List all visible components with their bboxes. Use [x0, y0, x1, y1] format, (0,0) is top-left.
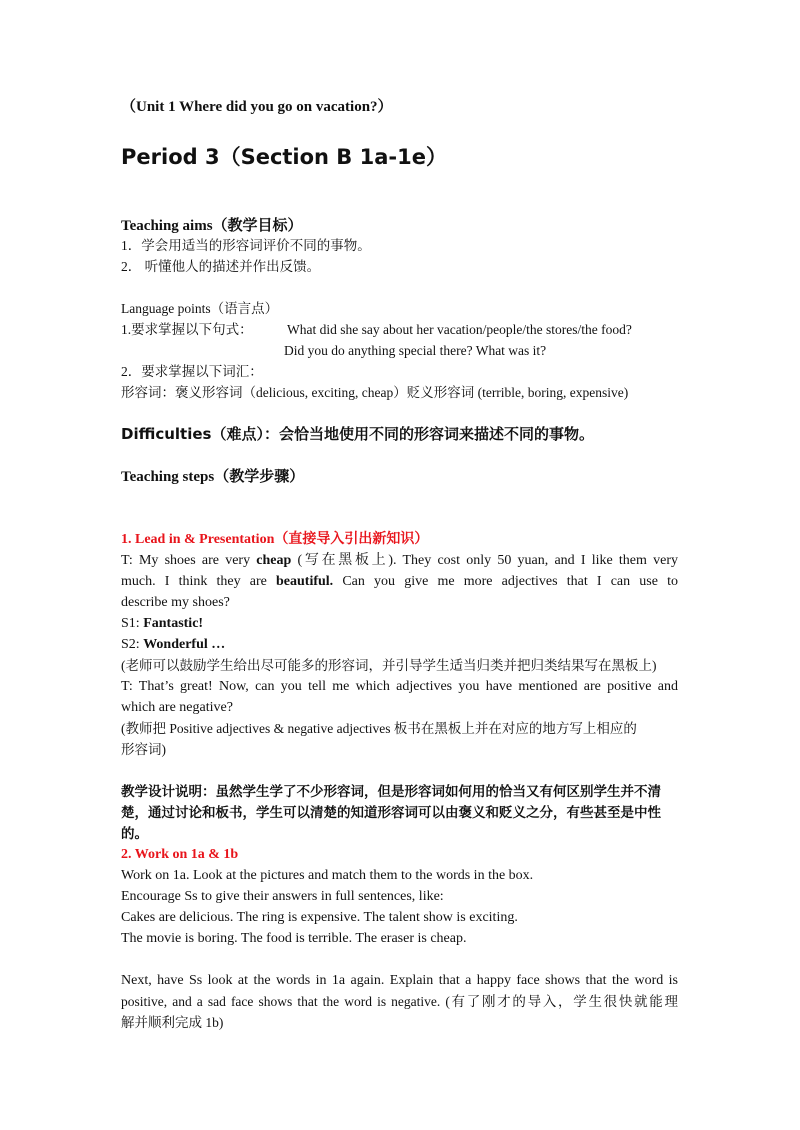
design-note-line-3: 的。: [121, 826, 148, 842]
student-2-line: S2: Wonderful …: [121, 637, 226, 652]
teacher-line-4: T: That’s great! Now, can you tell me which adjectives you have mentioned are positive and: [121, 679, 678, 694]
language-item-2: 2．要求掌握以下词汇：: [121, 364, 263, 379]
word-cheap: cheap: [256, 553, 292, 568]
design-note-line-1: 教学设计说明：虽然学生学了不少形容词，但是形容词如何用的恰当又有何区别学生并不清: [121, 784, 661, 800]
language-points-heading: Language points（语言点）: [121, 301, 279, 316]
step-2-heading: 2. Work on 1a & 1b: [121, 847, 239, 862]
teacher-line-2: much. I think they are beautiful. Can you give me more adjectives that I can use to: [121, 574, 678, 589]
teacher-line-1: T: My shoes are very cheap (写在黑板上). They cost only 50 yuan, and I like them very: [121, 553, 678, 568]
teaching-aims-heading: Teaching aims（教学目标）: [121, 218, 303, 234]
language-item-1-sentence-1: What did she say about her vacation/people/the stores/the food?: [287, 322, 632, 337]
teacher-note-2-line-2: 形容词): [121, 742, 166, 757]
language-item-2-detail: 形容词：褒义形容词（delicious, exciting, cheap）贬义形容词 (terrible, boring, expensive): [121, 385, 629, 400]
step-2-line-3: Cakes are delicious. The ring is expensive. The talent show is exciting.: [121, 910, 518, 925]
aim-item-1: 1．学会用适当的形容词评价不同的事物。: [121, 238, 371, 253]
step-2-next-line-2: positive, and a sad face shows that the word is negative. (有了刚才的导入，学生很快就能理: [121, 994, 678, 1009]
step-2-next-line-3: 解并顺利完成 1b): [121, 1015, 224, 1030]
unit-title: （Unit 1 Where did you go on vacation?）: [121, 99, 393, 115]
aim-item-2: 2． 听懂他人的描述并作出反馈。: [121, 259, 321, 274]
word-beautiful: beautiful.: [276, 574, 334, 589]
design-note-line-2: 楚，通过讨论和板书，学生可以清楚的知道形容词可以由褒义和贬义之分，有些甚至是中性: [121, 805, 661, 821]
step-2-line-2: Encourage Ss to give their answers in full sentences, like:: [121, 889, 444, 904]
language-item-1-label: 1.要求掌握以下句式：: [121, 322, 253, 337]
teacher-note-2-line-1: (教师把 Positive adjectives & negative adjectives 板书在黑板上并在对应的地方写上相应的: [121, 721, 637, 736]
teacher-line-3: describe my shoes?: [121, 595, 230, 610]
teacher-line-5: which are negative?: [121, 700, 233, 715]
language-item-1-sentence-2: Did you do anything special there? What was it?: [284, 343, 547, 358]
difficulties: Difficulties（难点）：会恰当地使用不同的形容词来描述不同的事物。: [121, 425, 594, 443]
step-1-heading: 1. Lead in & Presentation（直接导入引出新知识）: [121, 532, 429, 547]
teaching-steps-heading: Teaching steps（教学步骤）: [121, 469, 305, 485]
step-2-line-1: Work on 1a. Look at the pictures and match them to the words in the box.: [121, 868, 534, 883]
student-1-line: S1: Fantastic!: [121, 616, 204, 631]
step-2-line-4: The movie is boring. The food is terrible. The eraser is cheap.: [121, 931, 467, 946]
period-title: Period 3（Section B 1a-1e）: [121, 145, 447, 169]
teacher-note-1: (老师可以鼓励学生给出尽可能多的形容词，并引导学生适当归类并把归类结果写在黑板上): [121, 658, 657, 673]
step-2-next-line-1: Next, have Ss look at the words in 1a again. Explain that a happy face shows that the word is: [121, 973, 678, 988]
